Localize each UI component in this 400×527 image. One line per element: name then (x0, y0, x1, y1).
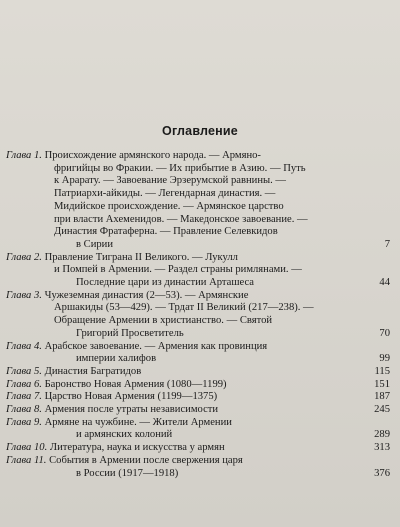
toc-entry (6, 366, 390, 379)
toc-line (6, 442, 390, 455)
page-number: 289 (374, 429, 390, 441)
page-number: 151 (374, 378, 390, 390)
toc-entry (6, 252, 390, 290)
toc-line (6, 315, 390, 328)
page-number: 376 (374, 467, 390, 479)
toc-line (6, 417, 390, 430)
toc-line-text: Правление Тиграна II Великого. — Лукулл (44, 251, 238, 263)
toc-line-text: Царство Новая Армения (1199—1375) (44, 391, 218, 403)
chapter-label: Глава 10. (6, 442, 48, 454)
toc-line-text: Армяне на чужбине. — Жители Армении (44, 416, 232, 428)
page-number: 99 (379, 353, 390, 365)
toc-entry (6, 341, 390, 366)
toc-line (6, 252, 390, 265)
toc-entry (6, 417, 390, 442)
page-title: Оглавление (162, 124, 238, 138)
table-of-contents (6, 150, 390, 480)
toc-line-text: и Помпей в Армении. — Раздел страны римлянами. — (54, 264, 302, 276)
toc-line-text: к Арарату. — Завоевание Эрзерумской равнины. — (54, 175, 287, 187)
toc-line-text: Патриархи-айкиды. — Легендарная династия. — (54, 188, 276, 200)
toc-line (6, 429, 390, 442)
toc-line-text: Григорий Просветитель (76, 327, 184, 339)
toc-line-text: Аршакиды (53—429). — Трдат II Великий (217—238). — (54, 302, 314, 314)
toc-line (6, 455, 390, 468)
toc-entry (6, 290, 390, 341)
toc-line-text: фригийцы во Фракии. — Их прибытие в Азию. — Путь (54, 162, 306, 174)
chapter-label: Глава 11. (6, 454, 47, 466)
toc-line-text: Династия Фратаферна. — Правление Селевкидов (54, 226, 278, 238)
chapter-label: Глава 1. (6, 150, 42, 161)
page-number: 115 (374, 365, 390, 377)
toc-line (6, 277, 390, 290)
toc-entry (6, 379, 390, 392)
toc-line (6, 188, 390, 201)
toc-line-text: Обращение Армении в христианство. — Святой (54, 315, 273, 327)
toc-line (6, 366, 390, 379)
toc-line-text: при власти Ахеменидов. — Македонское завоевание. — (54, 213, 308, 225)
toc-line (6, 264, 390, 277)
toc-line (6, 163, 390, 176)
toc-entry (6, 442, 390, 455)
chapter-label: Глава 3. (6, 289, 42, 301)
page-number: 7 (384, 238, 390, 250)
chapter-label: Глава 9. (6, 416, 42, 428)
chapter-label: Глава 7. (6, 391, 42, 403)
chapter-label: Глава 6. (6, 378, 42, 390)
toc-entry (6, 455, 390, 480)
toc-line (6, 404, 390, 417)
toc-line-text: и армянских колоний (76, 429, 173, 441)
toc-line (6, 239, 390, 252)
toc-line (6, 214, 390, 227)
toc-line (6, 353, 390, 366)
toc-line (6, 201, 390, 214)
toc-line (6, 226, 390, 239)
page-number: 44 (379, 277, 390, 289)
toc-line-text: в России (1917—1918) (76, 467, 179, 479)
toc-line-text: Арабское завоевание. — Армения как провинция (44, 340, 268, 352)
toc-line-text: Баронство Новая Армения (1080—1199) (44, 378, 227, 390)
chapter-label: Глава 2. (6, 251, 42, 263)
toc-line (6, 391, 390, 404)
toc-line (6, 468, 390, 481)
page-number: 70 (379, 327, 390, 339)
toc-line (6, 328, 390, 341)
toc-line-text: Литература, наука и искусства у армян (49, 442, 225, 454)
toc-line (6, 150, 390, 163)
toc-line-text: События в Армении после свержения царя (49, 454, 243, 466)
toc-line (6, 290, 390, 303)
toc-line-text: в Сирии (76, 238, 114, 250)
chapter-label: Глава 5. (6, 365, 42, 377)
chapter-label: Глава 8. (6, 404, 42, 416)
page-number: 245 (374, 404, 390, 416)
toc-entry (6, 404, 390, 417)
page-number: 187 (374, 391, 390, 403)
toc-line-text: Династия Багратидов (44, 365, 142, 377)
toc-line (6, 341, 390, 354)
toc-line-text: Армения после утраты независимости (44, 404, 219, 416)
toc-line-text: Последние цари из династии Арташеса (76, 277, 255, 289)
toc-line (6, 379, 390, 392)
toc-entry (6, 391, 390, 404)
page-number: 313 (374, 442, 390, 454)
chapter-label: Глава 4. (6, 340, 42, 352)
toc-line-text: Происхождение армянского народа. — Армяно- (44, 150, 261, 161)
toc-line-text: Мидийское происхождение. — Армянское царство (54, 200, 284, 212)
toc-line-text: империи халифов (76, 353, 157, 365)
toc-line (6, 175, 390, 188)
toc-entry (6, 150, 390, 252)
toc-line (6, 302, 390, 315)
toc-line-text: Чужеземная династия (2—53). — Армянские (44, 289, 249, 301)
